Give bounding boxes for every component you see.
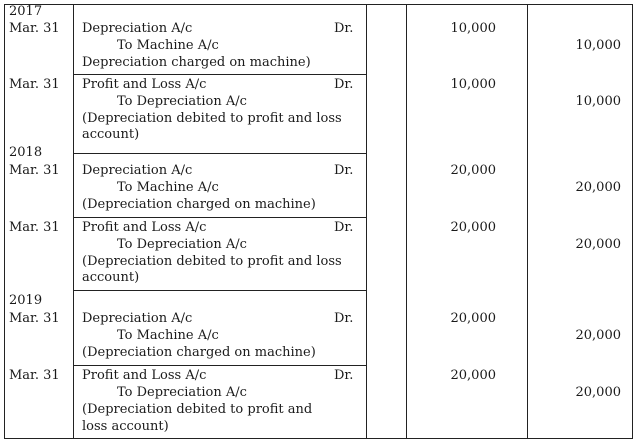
dr-label: Dr. [334, 368, 354, 383]
year-label: 2017 [9, 4, 43, 19]
debit-account: Depreciation A/c [82, 21, 193, 36]
debit-account: Profit and Loss A/c [82, 77, 207, 92]
date-cell: Mar. 31 [9, 163, 60, 178]
narration: account) [82, 127, 140, 142]
narration: (Depreciation debited to profit and [82, 402, 313, 417]
credit-amount: 20,000 [575, 328, 621, 343]
date-cell: Mar. 31 [9, 311, 60, 326]
dr-label: Dr. [334, 163, 354, 178]
debit-account: Profit and Loss A/c [82, 368, 207, 383]
credit-amount: 10,000 [575, 38, 621, 53]
narration: (Depreciation charged on machine) [82, 345, 316, 360]
year-label: 2019 [9, 293, 43, 308]
column-divider [406, 4, 407, 439]
debit-amount: 20,000 [450, 368, 496, 383]
narration: (Depreciation debited to profit and loss [82, 111, 342, 126]
dr-label: Dr. [334, 220, 354, 235]
row-separator [73, 153, 366, 154]
debit-account: Depreciation A/c [82, 311, 193, 326]
debit-amount: 10,000 [450, 77, 496, 92]
debit-amount: 20,000 [450, 220, 496, 235]
credit-amount: 20,000 [575, 180, 621, 195]
column-divider [527, 4, 528, 439]
year-label: 2018 [9, 145, 43, 160]
credit-amount: 20,000 [575, 385, 621, 400]
credit-amount: 20,000 [575, 237, 621, 252]
narration: account) [82, 270, 140, 285]
debit-account: Profit and Loss A/c [82, 220, 207, 235]
row-separator [73, 290, 366, 291]
credit-amount: 10,000 [575, 94, 621, 109]
dr-label: Dr. [334, 21, 354, 36]
date-cell: Mar. 31 [9, 220, 60, 235]
credit-account: To Depreciation A/c [117, 385, 247, 400]
debit-amount: 10,000 [450, 21, 496, 36]
dr-label: Dr. [334, 77, 354, 92]
date-cell: Mar. 31 [9, 21, 60, 36]
narration: loss account) [82, 419, 169, 434]
narration: (Depreciation charged on machine) [82, 197, 316, 212]
row-separator [73, 365, 366, 366]
debit-account: Depreciation A/c [82, 163, 193, 178]
dr-label: Dr. [334, 311, 354, 326]
credit-account: To Depreciation A/c [117, 237, 247, 252]
row-separator [73, 74, 366, 75]
column-divider [73, 4, 74, 439]
date-cell: Mar. 31 [9, 368, 60, 383]
credit-account: To Machine A/c [117, 328, 219, 343]
row-separator [73, 217, 366, 218]
column-divider [366, 4, 367, 439]
narration: Depreciation charged on machine) [82, 55, 311, 70]
debit-amount: 20,000 [450, 163, 496, 178]
date-cell: Mar. 31 [9, 77, 60, 92]
debit-amount: 20,000 [450, 311, 496, 326]
narration: (Depreciation debited to profit and loss [82, 254, 342, 269]
credit-account: To Depreciation A/c [117, 94, 247, 109]
credit-account: To Machine A/c [117, 38, 219, 53]
credit-account: To Machine A/c [117, 180, 219, 195]
